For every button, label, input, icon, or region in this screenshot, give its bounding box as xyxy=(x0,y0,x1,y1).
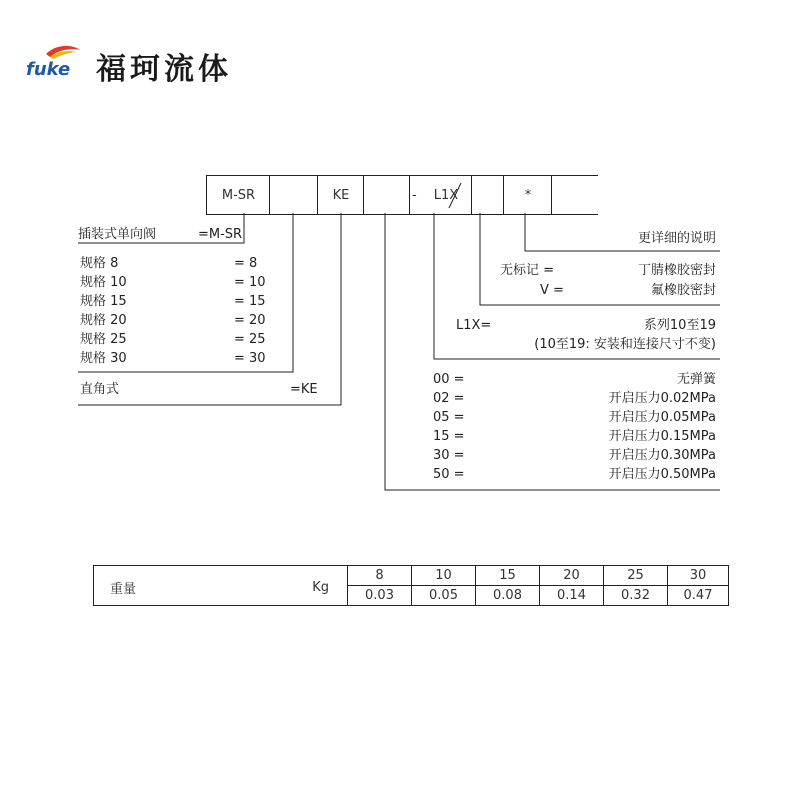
size-value-20: = 20 xyxy=(234,313,266,328)
series-code: L1X= xyxy=(456,318,492,333)
right-angle-value: =KE xyxy=(290,382,318,397)
series-note: (10至19: 安装和连接尺寸不变) xyxy=(534,337,716,352)
spring-code-02: 02 = xyxy=(433,391,465,406)
seal-desc-nbr: 丁腈橡胶密封 xyxy=(637,263,716,278)
seal-desc-fkm: 氟橡胶密封 xyxy=(650,283,716,298)
size-header-cell: 20 xyxy=(540,566,604,586)
size-value-15: = 15 xyxy=(234,294,266,309)
size-header-cell: 30 xyxy=(668,566,729,586)
right-angle-label: 直角式 xyxy=(80,382,120,397)
size-value-10: = 10 xyxy=(234,275,266,290)
table-row xyxy=(94,566,729,586)
size-header-cell: 15 xyxy=(476,566,540,586)
spring-desc-02: 开启压力0.02MPa xyxy=(608,391,716,406)
series-slash xyxy=(449,183,461,208)
seal-code-v: V = xyxy=(540,283,564,298)
spring-code-00: 00 = xyxy=(433,372,465,387)
weight-label: 重量 xyxy=(110,582,137,597)
weight-value-cell: 0.14 xyxy=(540,586,604,606)
spring-desc-00: 无弹簧 xyxy=(676,372,716,387)
weight-table xyxy=(93,565,729,606)
size-header-cell: 25 xyxy=(604,566,668,586)
weight-value-cell: 0.03 xyxy=(348,586,412,606)
valve-type-value: =M-SR xyxy=(198,227,243,242)
spring-code-30: 30 = xyxy=(433,448,465,463)
weight-value-cell: 0.32 xyxy=(604,586,668,606)
code-box-1: M-SR xyxy=(206,176,270,214)
spring-desc-30: 开启压力0.30MPa xyxy=(608,448,716,463)
size-header-cell: 8 xyxy=(348,566,412,586)
size-label-20: 规格 20 xyxy=(80,313,127,328)
spring-code-15: 15 = xyxy=(433,429,465,444)
logo-text: fuke xyxy=(26,59,71,80)
size-label-30: 规格 30 xyxy=(80,351,127,366)
weight-value-cell: 0.08 xyxy=(476,586,540,606)
size-label-8: 规格 8 xyxy=(80,256,119,271)
size-label-15: 规格 15 xyxy=(80,294,127,309)
code-separator: - xyxy=(412,187,417,203)
weight-value-cell: 0.47 xyxy=(668,586,729,606)
code-box-3: KE xyxy=(317,176,364,214)
size-value-30: = 30 xyxy=(234,351,266,366)
weight-value-cell: 0.05 xyxy=(412,586,476,606)
company-name: 福珂流体 xyxy=(96,52,232,87)
spring-desc-15: 开启压力0.15MPa xyxy=(608,429,716,444)
size-label-10: 规格 10 xyxy=(80,275,127,290)
spring-code-05: 05 = xyxy=(433,410,465,425)
size-value-25: = 25 xyxy=(234,332,266,347)
series-desc: 系列10至19 xyxy=(643,318,716,333)
spring-desc-05: 开启压力0.05MPa xyxy=(608,410,716,425)
seal-code-none: 无标记 = xyxy=(500,263,555,278)
size-value-8: = 8 xyxy=(234,256,258,271)
details-text: 更详细的说明 xyxy=(637,231,716,246)
size-header-cell: 10 xyxy=(412,566,476,586)
weight-unit: Kg xyxy=(312,580,329,595)
code-box-5-label: L1X xyxy=(433,187,459,203)
spring-code-50: 50 = xyxy=(433,467,465,482)
code-box-7: * xyxy=(503,176,552,214)
weight-label-cell xyxy=(94,566,348,606)
spring-desc-50: 开启压力0.50MPa xyxy=(608,467,716,482)
valve-type-label: 插装式单向阀 xyxy=(78,227,157,242)
size-label-25: 规格 25 xyxy=(80,332,127,347)
